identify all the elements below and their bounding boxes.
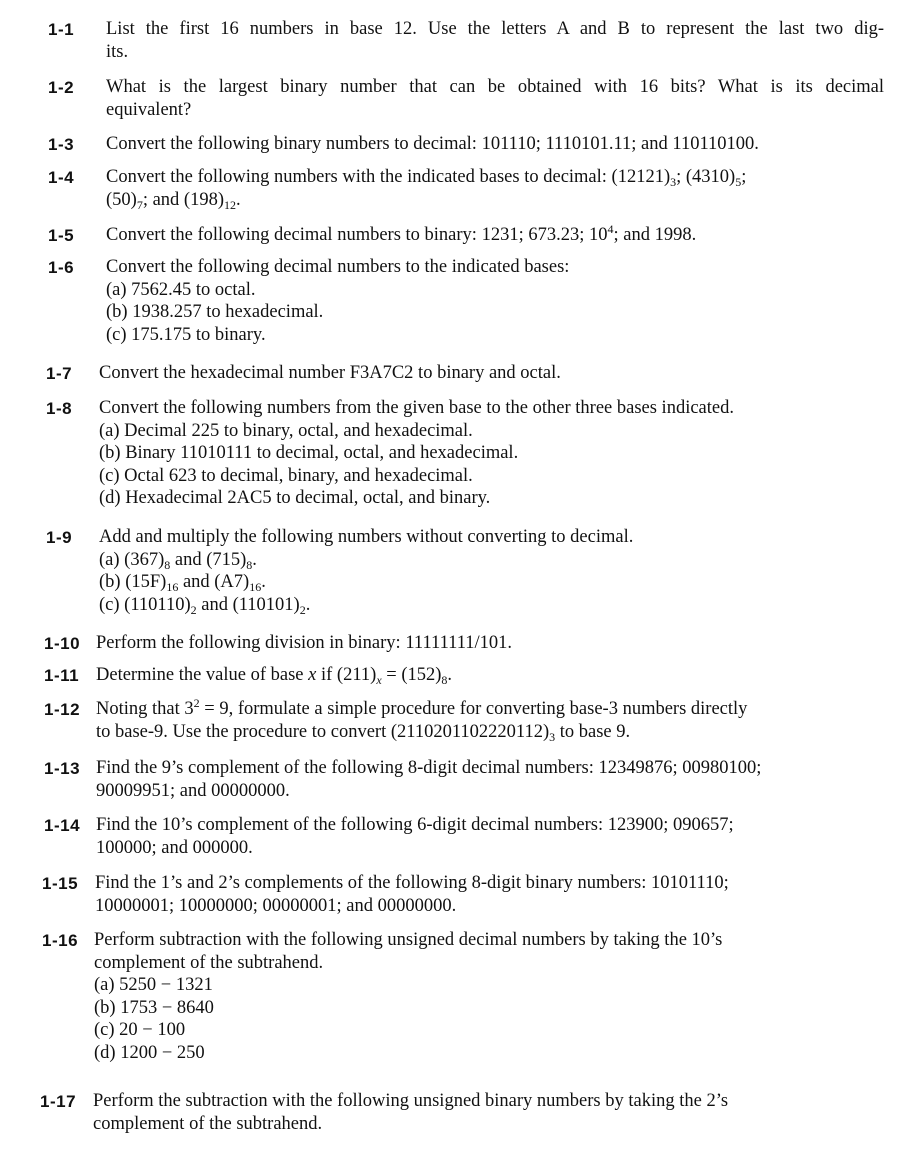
exponent-superscript: 2 (193, 696, 200, 710)
sub-item: (d) Hexadecimal 2AC5 to decimal, octal, and binary. (99, 488, 491, 508)
problem-line: Find the 1’s and 2’s complements of the following 8-digit binary numbers: 10101110; (95, 873, 729, 893)
sub-item: (b) 1753 − 8640 (94, 997, 214, 1018)
problem-number: 1-17 (40, 1092, 77, 1111)
problem-1-7 (46, 362, 886, 385)
text-run: if (211) (316, 665, 377, 685)
text-run: ; (4310) (676, 167, 736, 187)
text-run: (c) (110110) (99, 594, 191, 615)
problem-text (99, 397, 886, 510)
problem-number: 1-8 (46, 399, 73, 418)
problem-line: 90009951; and 00000000. (96, 780, 290, 801)
base-subscript: 8 (441, 673, 448, 687)
sub-item: (c) 20 − 100 (94, 1020, 186, 1040)
problem-number: 1-14 (44, 816, 81, 835)
problem-number: 1-15 (42, 874, 79, 893)
problem-line (96, 721, 884, 744)
text-run: . (236, 189, 241, 210)
text-run: (b) (15F) (99, 572, 167, 592)
problem-1-3 (48, 133, 888, 156)
problem-number: 1-1 (48, 20, 75, 39)
exponent-superscript: 4 (607, 222, 614, 236)
problem-text (106, 256, 888, 346)
problem-line: Find the 9’s complement of the following 8-digit decimal numbers: 12349876; 00980100; (96, 758, 762, 778)
base-subscript: 5 (735, 175, 742, 189)
sub-item: (b) Binary 11010111 to decimal, octal, and hexadecimal. (99, 443, 519, 463)
problem-number: 1-2 (48, 78, 75, 97)
base-subscript: 2 (190, 602, 197, 617)
problem-1-2 (48, 76, 888, 121)
base-subscript: 16 (249, 580, 262, 594)
problem-text (96, 757, 884, 802)
text-run: Convert the following numbers with the indicated bases to decimal: (12121) (106, 167, 671, 187)
problem-text (94, 929, 882, 1064)
problem-text (106, 224, 888, 247)
problem-text (99, 526, 886, 616)
base-subscript: 16 (166, 580, 179, 594)
problem-1-11 (44, 664, 884, 687)
text-run: Noting that 3 (96, 699, 194, 719)
text-run: ; and 1998. (613, 225, 697, 245)
sub-item (99, 594, 886, 617)
problem-1-15 (42, 872, 882, 917)
base-subscript: 8 (164, 557, 171, 572)
base-subscript: 12 (224, 197, 237, 212)
problem-number: 1-16 (42, 931, 79, 950)
problem-line: Convert the following binary numbers to decimal: 101110; 1110101.11; and 110110100. (106, 134, 759, 154)
base-subscript: 2 (299, 602, 306, 617)
problem-line: Convert the following decimal numbers to the indicated bases: (106, 257, 570, 277)
base-subscript: 8 (246, 557, 253, 572)
sub-item: (c) Octal 623 to decimal, binary, and hexadecimal. (99, 465, 473, 486)
problem-1-8 (46, 397, 886, 510)
text-run: = 9, formulate a simple procedure for converting base-3 numbers directly (199, 699, 748, 719)
text-run: . (261, 572, 266, 592)
text-run: and (715) (170, 549, 247, 570)
problem-text (96, 664, 884, 687)
problem-text (96, 698, 884, 743)
problem-line: 100000; and 000000. (96, 837, 253, 858)
problem-line: What is the largest binary number that can be obtained with 16 bits? What is its decimal (106, 77, 884, 97)
sub-item: (a) Decimal 225 to binary, octal, and hexadecimal. (99, 420, 473, 441)
base-subscript: 3 (549, 729, 556, 744)
problem-number: 1-13 (44, 759, 81, 778)
problem-1-9 (46, 526, 886, 616)
sub-item: (b) 1938.257 to hexadecimal. (106, 302, 324, 322)
problem-line (106, 224, 888, 247)
problem-number: 1-6 (48, 258, 75, 277)
problem-text (106, 18, 888, 63)
problem-line: complement of the subtrahend. (94, 952, 324, 973)
problem-line: 10000001; 10000000; 00000001; and 00000000. (95, 895, 457, 916)
variable-x: x (308, 665, 317, 685)
problem-number: 1-10 (44, 634, 81, 653)
problem-1-10 (44, 632, 884, 655)
problem-line (96, 664, 884, 687)
problem-number: 1-11 (44, 666, 80, 685)
problem-line: Find the 10’s complement of the following 6-digit decimal numbers: 123900; 090657; (96, 815, 734, 835)
sub-item: (a) 5250 − 1321 (94, 975, 213, 995)
problem-text (106, 133, 888, 156)
text-run: and (A7) (178, 572, 250, 592)
problem-line: Perform the subtraction with the following unsigned binary numbers by taking the 2’s (93, 1091, 729, 1111)
problem-text (95, 872, 882, 917)
text-run: Convert the following decimal numbers to binary: 1231; 673.23; 10 (106, 225, 608, 245)
problem-number: 1-7 (46, 364, 73, 383)
sub-item: (a) 7562.45 to octal. (106, 279, 256, 300)
problem-line: complement of the subtrahend. (93, 1113, 323, 1134)
problem-1-1 (48, 18, 888, 63)
text-run: ; (741, 167, 747, 187)
text-run: to base-9. Use the procedure to convert (2110201102220112) (96, 721, 550, 742)
problem-1-16 (42, 929, 882, 1064)
text-run: . (447, 665, 453, 685)
problem-1-4 (48, 166, 888, 211)
problem-text (99, 362, 886, 385)
text-run: Determine the value of base (96, 665, 309, 685)
problem-line: equivalent? (106, 99, 192, 120)
base-subscript: 7 (136, 197, 143, 212)
problem-line: Add and multiply the following numbers without converting to decimal. (99, 527, 634, 547)
problem-1-14 (44, 814, 884, 859)
text-run: = (152) (381, 665, 442, 685)
sub-item: (c) 175.175 to binary. (106, 324, 266, 345)
problem-1-17 (40, 1090, 880, 1135)
problem-line (106, 166, 888, 189)
problem-text (106, 166, 888, 211)
problem-line: Perform the following division in binary: 11111111/101. (96, 633, 513, 653)
problem-line (106, 189, 888, 212)
base-subscript: x (376, 673, 382, 687)
sub-item (99, 571, 886, 594)
problem-number: 1-9 (46, 528, 73, 547)
text-run: . (252, 549, 257, 570)
text-run: . (305, 594, 311, 615)
text-run: to base 9. (555, 721, 631, 742)
problem-1-6 (48, 256, 888, 346)
problem-1-12 (44, 698, 884, 743)
problem-number: 1-3 (48, 135, 75, 154)
problem-text (93, 1090, 880, 1135)
problem-number: 1-12 (44, 700, 81, 719)
problem-line: Convert the hexadecimal number F3A7C2 to binary and octal. (99, 363, 561, 383)
problem-text (96, 814, 884, 859)
problem-line: its. (106, 41, 129, 62)
text-run: ; and (198) (142, 189, 225, 210)
problem-line: Perform subtraction with the following unsigned decimal numbers by taking the 10’s (94, 930, 723, 950)
problem-line (96, 698, 884, 721)
base-subscript: 3 (670, 175, 677, 189)
sub-item: (d) 1200 − 250 (94, 1042, 205, 1063)
problem-line: Convert the following numbers from the given base to the other three bases indicated. (99, 398, 734, 418)
text-run: and (110101) (196, 594, 300, 615)
problem-number: 1-5 (48, 226, 75, 245)
problem-1-13 (44, 757, 884, 802)
text-run: (a) (367) (99, 549, 165, 570)
problem-number: 1-4 (48, 168, 75, 187)
problem-line: List the first 16 numbers in base 12. Use the letters A and B to represent the last two dig- (106, 19, 884, 39)
problem-text (96, 632, 884, 655)
text-run: (50) (106, 189, 137, 210)
problem-text (106, 76, 888, 121)
sub-item (99, 549, 886, 572)
problem-1-5 (48, 224, 888, 247)
